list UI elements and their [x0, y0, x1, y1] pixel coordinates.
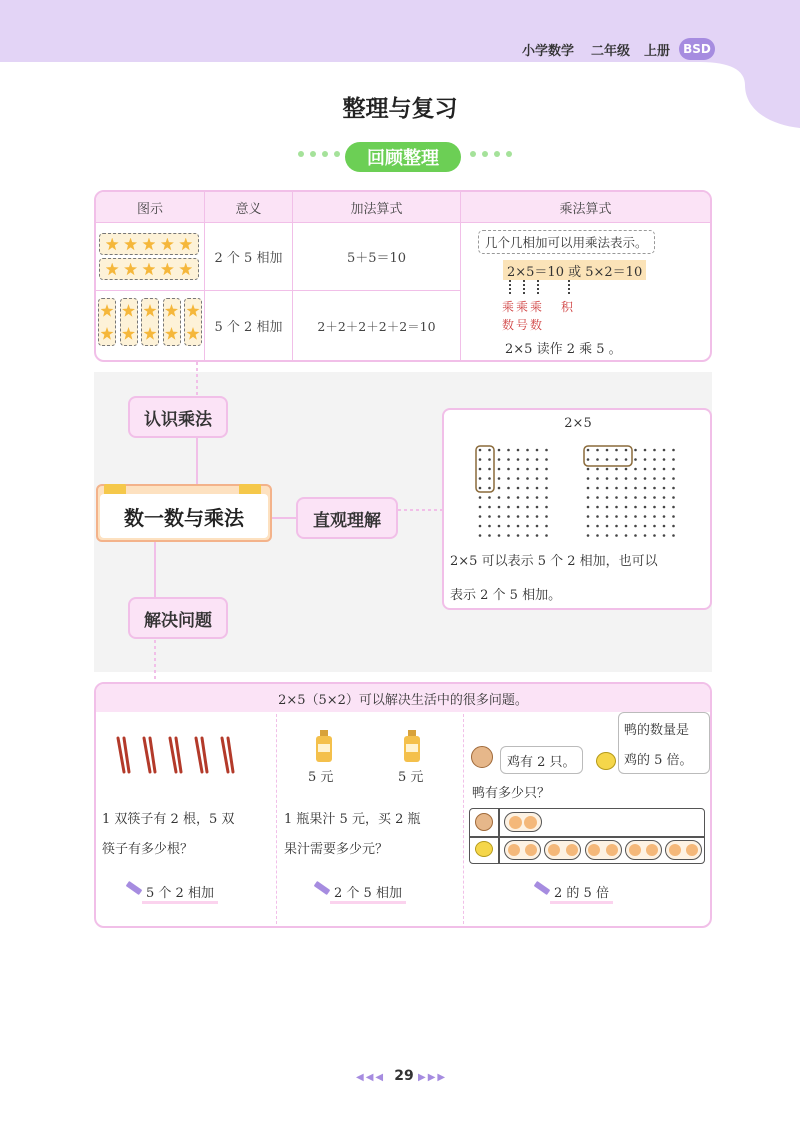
dot: [606, 468, 609, 471]
dot: [653, 477, 656, 480]
dot-array-desc-2: 表示 2 个 5 相加。: [450, 588, 562, 603]
node-solve-problems: 解决问题: [128, 597, 228, 639]
dot: [587, 487, 590, 490]
dot: [587, 468, 590, 471]
dot: [479, 449, 482, 452]
dot: [625, 449, 628, 452]
row2-addition: 2＋2＋2＋2＋2＝10: [317, 318, 436, 334]
duck-groups: [504, 840, 702, 860]
dot: [479, 468, 482, 471]
problem2-answer: 2 个 5 相加: [330, 882, 406, 904]
dot: [507, 458, 510, 461]
dot: [644, 506, 647, 509]
dot: [644, 496, 647, 499]
dot: [625, 477, 628, 480]
dot: [517, 506, 520, 509]
dot: [615, 468, 618, 471]
dot: [672, 515, 675, 518]
dot: [488, 487, 491, 490]
dot: [479, 487, 482, 490]
bar-model-vline: [498, 808, 500, 864]
dot: [545, 496, 548, 499]
dot: [625, 458, 628, 461]
dot: [672, 534, 675, 537]
dot: [498, 515, 501, 518]
dot: [526, 458, 529, 461]
dot: [526, 477, 529, 480]
dot: [498, 468, 501, 471]
dot: [517, 449, 520, 452]
duck-group: [544, 840, 581, 860]
dot: [517, 525, 520, 528]
row2-meaning: 5 个 2 相加: [214, 320, 283, 335]
problem2-line2: 果汁需要多少元？: [284, 842, 389, 857]
row1-addition: 5＋5＝10: [346, 251, 407, 266]
chicken-icon: [471, 746, 493, 768]
dot: [644, 449, 647, 452]
dot: [536, 449, 539, 452]
chicken-speech: 鸡有 2 只。: [500, 746, 583, 774]
dot: [526, 487, 529, 490]
dot: [615, 458, 618, 461]
dot: [517, 468, 520, 471]
dot: [498, 487, 501, 490]
dot: [615, 487, 618, 490]
dot: [536, 477, 539, 480]
dot: [526, 449, 529, 452]
dot: [587, 515, 590, 518]
header-grade: 二年级: [591, 44, 631, 59]
dot: [663, 477, 666, 480]
section-label: 回顾整理: [345, 142, 461, 172]
dot: [488, 477, 491, 480]
multiplication-note: 几个几相加可以用乘法表示。: [478, 230, 655, 254]
dot: [625, 525, 628, 528]
dot: [498, 525, 501, 528]
term-label: 乘: [502, 300, 515, 314]
dot: [606, 534, 609, 537]
juice-bottle-icon: [314, 730, 334, 764]
dot: [625, 487, 628, 490]
dot: [526, 468, 529, 471]
chicken-icon: [475, 813, 493, 831]
dot: [498, 506, 501, 509]
duck-speech-line2: 鸡的 5 倍。: [624, 753, 693, 768]
dot: [634, 525, 637, 528]
dot: [653, 515, 656, 518]
dot: [526, 515, 529, 518]
dot: [498, 534, 501, 537]
dot-array-title: 2×5: [564, 416, 592, 431]
dot: [587, 496, 590, 499]
dot: [587, 534, 590, 537]
dot: [507, 449, 510, 452]
dot: [479, 525, 482, 528]
dot: [488, 525, 491, 528]
dot: [663, 468, 666, 471]
dot: [479, 496, 482, 499]
dot: [545, 534, 548, 537]
dot: [507, 515, 510, 518]
duck-speech-line1: 鸭的数量是: [624, 723, 690, 738]
dot: [596, 477, 599, 480]
problem2-line1: 1 瓶果汁 5 元，买 2 瓶: [284, 812, 421, 827]
dot: [663, 525, 666, 528]
dot: [536, 515, 539, 518]
dot: [596, 468, 599, 471]
dot: [644, 458, 647, 461]
dot: [606, 525, 609, 528]
dot: [526, 496, 529, 499]
node-intuitive: 直观理解: [296, 497, 398, 539]
duck-group: [504, 840, 541, 860]
page-title: 整理与复习: [342, 96, 458, 122]
problems-header: 2×5（5×2）可以解决生活中的很多问题。: [278, 692, 528, 708]
table-header-meaning: 意义: [235, 201, 262, 217]
table-header-addition: 加法算式: [350, 201, 403, 217]
dot: [545, 468, 548, 471]
dot: [507, 487, 510, 490]
dot: [498, 477, 501, 480]
dot: [488, 458, 491, 461]
dot: [644, 515, 647, 518]
dot: [663, 506, 666, 509]
dot: [479, 458, 482, 461]
dot: [644, 468, 647, 471]
term-label: 数: [530, 318, 543, 332]
term-label: 乘: [530, 300, 543, 314]
dot: [517, 515, 520, 518]
dot: [672, 468, 675, 471]
duck-group: [665, 840, 702, 860]
dot: [587, 458, 590, 461]
dot: [663, 534, 666, 537]
dot: [498, 458, 501, 461]
juice-price-2: 5 元: [398, 770, 424, 785]
juice-bottle-icon: [402, 730, 422, 764]
dot: [498, 449, 501, 452]
dot: [634, 468, 637, 471]
problems-divider: [463, 714, 464, 924]
dot: [596, 487, 599, 490]
dot: [615, 496, 618, 499]
dot: [606, 487, 609, 490]
page-arrows-right: ▶▶▶: [418, 1072, 448, 1083]
dot: [479, 506, 482, 509]
dot: [596, 458, 599, 461]
term-label: 号: [516, 318, 529, 332]
dot: [653, 525, 656, 528]
dot: [488, 468, 491, 471]
dot: [663, 515, 666, 518]
dot: [606, 477, 609, 480]
term-label: 数: [502, 318, 515, 332]
page-number: 29: [394, 1068, 414, 1084]
dot: [672, 506, 675, 509]
dot: [625, 506, 628, 509]
problem3-question: 鸭有多少只？: [472, 786, 551, 801]
dot: [663, 458, 666, 461]
dot: [517, 477, 520, 480]
problem1-answer: 5 个 2 相加: [142, 882, 218, 904]
dot: [545, 477, 548, 480]
dot: [587, 525, 590, 528]
dot: [644, 534, 647, 537]
page-arrows-left: ◀◀◀: [356, 1072, 386, 1083]
dot: [634, 449, 637, 452]
dot: [507, 506, 510, 509]
row1-meaning: 2 个 5 相加: [214, 251, 283, 266]
dot: [479, 515, 482, 518]
dot: [545, 458, 548, 461]
chopsticks-image: [112, 734, 242, 776]
dot: [625, 496, 628, 499]
dot: [587, 449, 590, 452]
dot: [615, 525, 618, 528]
dot: [545, 515, 548, 518]
problems-divider: [276, 714, 277, 924]
dot: [545, 525, 548, 528]
multiplication-equation: 2×5＝10 或 5×2＝10: [503, 260, 646, 280]
dot: [672, 458, 675, 461]
problem1-line1: 1 双筷子有 2 根，5 双: [102, 812, 235, 827]
dot: [615, 534, 618, 537]
dot: [536, 506, 539, 509]
dot: [634, 458, 637, 461]
dot: [653, 534, 656, 537]
dot: [479, 534, 482, 537]
dot: [596, 496, 599, 499]
dot: [672, 496, 675, 499]
problem3-answer: 2 的 5 倍: [550, 882, 613, 904]
duck-group: [585, 840, 622, 860]
dot: [663, 449, 666, 452]
dot: [672, 525, 675, 528]
dot: [615, 449, 618, 452]
dot: [596, 506, 599, 509]
dot-array-desc-1: 2×5 可以表示 5 个 2 相加，也可以: [450, 554, 658, 569]
dot: [488, 506, 491, 509]
dot: [498, 496, 501, 499]
node-know-multiplication: 认识乘法: [128, 396, 228, 438]
dot: [479, 477, 482, 480]
dot: [606, 515, 609, 518]
bar-model-hline: [469, 836, 705, 838]
dot: [536, 458, 539, 461]
dot: [606, 496, 609, 499]
dot: [517, 487, 520, 490]
dot: [653, 487, 656, 490]
dot: [663, 487, 666, 490]
dot: [615, 506, 618, 509]
dot: [634, 515, 637, 518]
dot: [517, 458, 520, 461]
dot: [596, 534, 599, 537]
dot: [644, 487, 647, 490]
dot: [488, 534, 491, 537]
dot: [517, 534, 520, 537]
dot: [507, 534, 510, 537]
dot: [507, 496, 510, 499]
dot: [653, 506, 656, 509]
dot: [536, 525, 539, 528]
dot: [545, 487, 548, 490]
dot: [653, 468, 656, 471]
multiplication-read-as: 2×5 读作 2 乘 5 。: [505, 342, 622, 357]
table-header-diagram: 图示: [136, 201, 163, 217]
problem1-line2: 筷子有多少根？: [102, 842, 194, 857]
dot: [634, 487, 637, 490]
dot: [507, 525, 510, 528]
dot: [653, 496, 656, 499]
table-header-multiplication: 乘法算式: [559, 201, 612, 217]
dot: [545, 506, 548, 509]
dot: [644, 477, 647, 480]
dot: [536, 534, 539, 537]
dot: [536, 487, 539, 490]
term-label: 乘: [516, 300, 529, 314]
term-label: 积: [561, 300, 574, 314]
dot: [672, 449, 675, 452]
dot: [653, 458, 656, 461]
dot: [653, 449, 656, 452]
dot: [526, 506, 529, 509]
dot: [507, 477, 510, 480]
dot: [587, 477, 590, 480]
dot: [634, 496, 637, 499]
dot: [596, 525, 599, 528]
dot: [625, 534, 628, 537]
duck-icon: [596, 752, 616, 770]
dot: [596, 515, 599, 518]
dot: [545, 449, 548, 452]
header-subject: 小学数学: [522, 44, 575, 59]
dot: [526, 534, 529, 537]
header-volume: 上册: [644, 44, 671, 59]
dot: [615, 477, 618, 480]
dot: [587, 506, 590, 509]
dot: [488, 449, 491, 452]
dot: [606, 458, 609, 461]
header-badge: BSD: [679, 38, 715, 60]
dot: [517, 496, 520, 499]
node-center: 数一数与乘法: [100, 494, 268, 538]
dot: [615, 515, 618, 518]
duck-icon: [475, 841, 493, 857]
duck-group: [625, 840, 662, 860]
dot: [606, 449, 609, 452]
dot: [634, 506, 637, 509]
dot: [634, 477, 637, 480]
dot: [488, 496, 491, 499]
dot: [625, 468, 628, 471]
dot: [672, 487, 675, 490]
juice-price-1: 5 元: [308, 770, 334, 785]
dot: [488, 515, 491, 518]
dot-array-figure: [470, 440, 690, 540]
dot: [606, 506, 609, 509]
dot: [596, 449, 599, 452]
dot: [536, 468, 539, 471]
chicken-group: [504, 812, 542, 832]
dot: [663, 496, 666, 499]
dot: [625, 515, 628, 518]
dot: [634, 534, 637, 537]
dot: [526, 525, 529, 528]
dot: [536, 496, 539, 499]
dot: [644, 525, 647, 528]
dot: [672, 477, 675, 480]
dot: [507, 468, 510, 471]
